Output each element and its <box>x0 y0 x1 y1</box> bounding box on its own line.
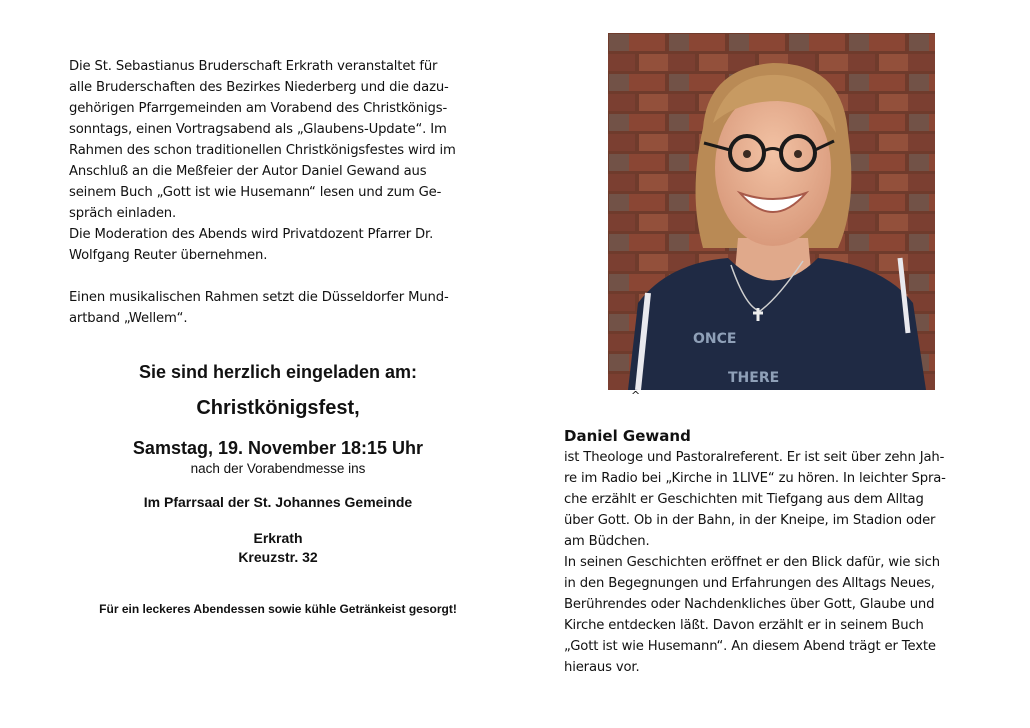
bio-line: „Gott ist wie Husemann“. An diesem Abend trägt er Texte <box>564 639 936 654</box>
bio-line: hieraus vor. <box>564 660 640 675</box>
bio-line: re im Radio bei „Kirche in 1LIVE“ zu hören. In leichter Spra- <box>564 471 946 486</box>
caret-mark: ^ <box>631 389 641 402</box>
intro-line: spräch einladen. <box>69 206 177 221</box>
intro-line: gehörigen Pfarrgemeinden am Vorabend des Christkönigs- <box>69 101 448 116</box>
bio-line: über Gott. Ob in der Bahn, in der Kneipe, im Stadion oder <box>564 513 936 528</box>
shirt-text-once: ONCE <box>693 331 737 347</box>
bio-line: am Büdchen. <box>564 534 650 549</box>
author-name: Daniel Gewand <box>564 427 691 445</box>
music-line: Einen musikalischen Rahmen setzt die Düsseldorfer Mund- <box>69 290 449 305</box>
portrait-photo <box>608 33 935 390</box>
event-name: Christkönigsfest, <box>196 397 360 419</box>
invitation-heading: Sie sind herzlich eingeladen am: <box>138 362 418 382</box>
intro-line: Rahmen des schon traditionellen Christkönigsfestes wird im <box>69 143 456 158</box>
intro-line: seinem Buch „Gott ist wie Husemann“ lesen und zum Ge- <box>69 185 442 200</box>
event-street: Kreuzstr. 32 <box>238 549 318 565</box>
author-bio <box>564 425 984 678</box>
bio-line: In seinen Geschichten eröffnet er den Blick dafür, wie sich <box>564 555 940 570</box>
intro-line: Anschluß an die Meßfeier der Autor Daniel Gewand aus <box>69 164 427 179</box>
event-date: Samstag, 19. November 18:15 Uhr <box>132 438 424 458</box>
intro-line: sonntags, einen Vortragsabend als „Glaubens-Update“. Im <box>69 122 447 137</box>
bio-line: Berührendes oder Nachdenkliches über Gott, Glaube und <box>564 597 935 612</box>
intro-line: Die St. Sebastianus Bruderschaft Erkrath veranstaltet für <box>69 59 438 74</box>
bio-line: in den Begegnungen und Erfahrungen des Alltags Neues, <box>564 576 935 591</box>
music-line: artband „Wellem“. <box>69 311 188 326</box>
intro-text <box>69 56 489 329</box>
dinner-note: Für ein leckeres Abendessen sowie kühle Getränkeist gesorgt! <box>99 602 457 616</box>
event-city: Erkrath <box>253 530 303 546</box>
event-venue: Im Pfarrsaal der St. Johannes Gemeinde <box>143 494 413 510</box>
bio-line: che erzählt er Geschichten mit Tiefgang aus dem Alltag <box>564 492 924 507</box>
paragraph-gap <box>69 266 489 287</box>
bio-line: ist Theologe und Pastoralreferent. Er ist seit über zehn Jah- <box>564 450 945 465</box>
event-after-mass: nach der Vorabendmesse ins <box>190 461 366 476</box>
bio-line: Kirche entdecken läßt. Davon erzählt er in seinem Buch <box>564 618 924 633</box>
shirt-text-there: THERE <box>728 370 780 386</box>
intro-line: Die Moderation des Abends wird Privatdozent Pfarrer Dr. <box>69 227 434 242</box>
intro-line: Wolfgang Reuter übernehmen. <box>69 248 268 263</box>
intro-line: alle Bruderschaften des Bezirkes Niederberg und die dazu- <box>69 80 449 95</box>
